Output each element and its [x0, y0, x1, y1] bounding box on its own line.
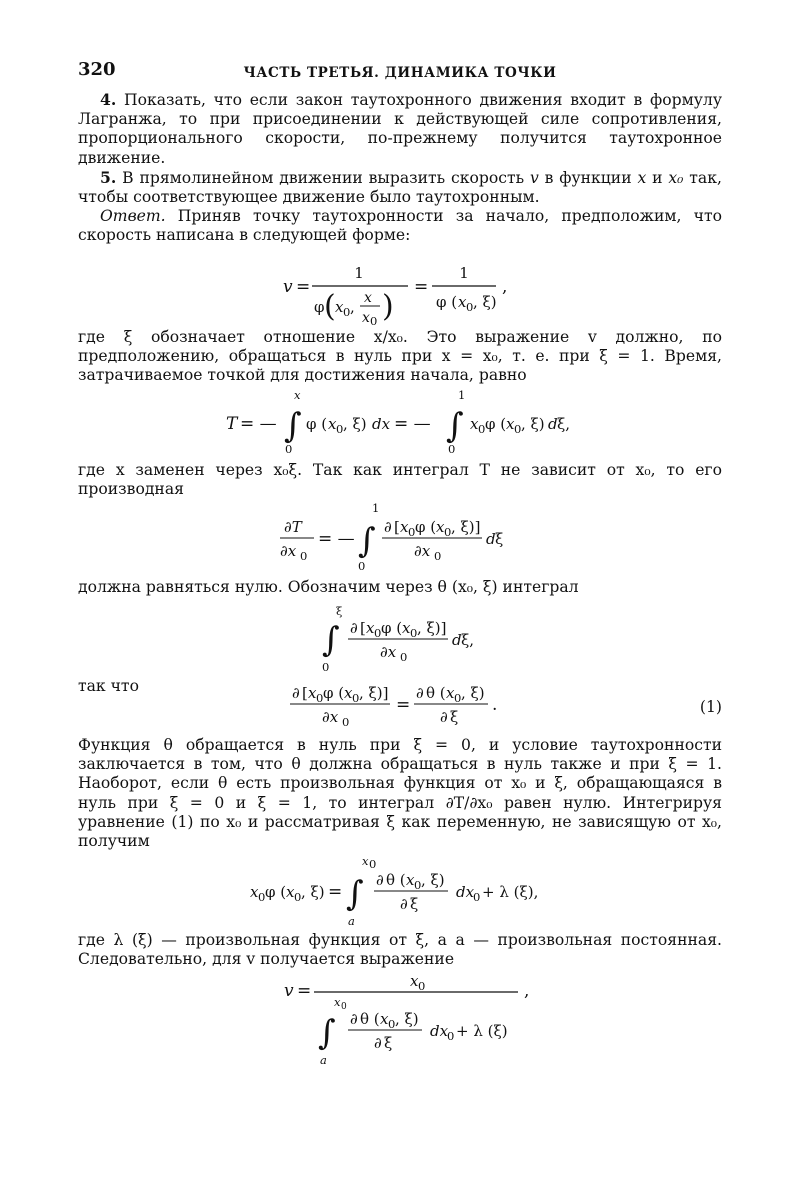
svg-text:∫: ∫ — [358, 520, 376, 561]
answer-paragraph — [78, 207, 722, 245]
problem-5-text-c: и — [652, 168, 663, 187]
svg-text:, ξ): , ξ) — [301, 883, 325, 902]
svg-text:x: x — [334, 994, 341, 1009]
svg-text:, ξ): , ξ) — [421, 871, 445, 890]
svg-text:0: 0 — [336, 422, 344, 437]
formula-7-graphic — [78, 970, 722, 1066]
problem-5-number: 5. — [100, 167, 117, 187]
formula-5 — [78, 678, 722, 732]
svg-text:x: x — [506, 415, 515, 434]
svg-text:+ λ (ξ),: + λ (ξ), — [482, 883, 539, 902]
svg-text:x: x — [250, 883, 259, 902]
svg-text:ξ: ξ — [384, 1033, 393, 1052]
svg-text:θ (: θ ( — [426, 684, 446, 703]
svg-text:0: 0 — [478, 422, 486, 437]
formula-7 — [78, 970, 722, 1066]
svg-text:∂: ∂ — [376, 871, 384, 890]
svg-text:1: 1 — [354, 263, 364, 282]
var-x: x — [637, 168, 647, 187]
svg-text:0: 0 — [410, 625, 418, 640]
svg-text:0: 0 — [342, 715, 350, 730]
formula-1 — [78, 246, 722, 328]
equation-number: (1) — [699, 698, 722, 717]
paragraph-3: где x заменен через x₀ξ. Так как интеграл T не зависит от x₀, то его производная — [78, 461, 722, 499]
svg-text:0: 0 — [454, 691, 462, 706]
problem-5 — [78, 168, 722, 207]
paragraph-5: так что — [78, 676, 139, 695]
svg-text:a: a — [320, 1052, 327, 1067]
formula-5-graphic — [78, 678, 722, 732]
svg-text:dx: dx — [430, 1021, 449, 1040]
svg-text:0: 0 — [370, 313, 378, 328]
svg-text:φ (: φ ( — [265, 883, 287, 902]
svg-text:,: , — [524, 980, 530, 1001]
svg-text:ξ,: ξ, — [557, 415, 571, 434]
answer-label: Ответ. — [100, 207, 166, 226]
svg-text:0: 0 — [300, 548, 308, 563]
svg-text:x: x — [308, 684, 317, 703]
svg-text:0: 0 — [466, 299, 474, 314]
formula-6 — [78, 851, 722, 931]
svg-text:0: 0 — [408, 524, 416, 539]
svg-text:0: 0 — [400, 649, 408, 664]
svg-text:x: x — [364, 289, 372, 306]
svg-text:φ (: φ ( — [306, 415, 328, 434]
svg-text:, ξ): , ξ) — [473, 292, 497, 311]
svg-text:0: 0 — [448, 442, 456, 457]
svg-text:φ (: φ ( — [436, 292, 458, 311]
svg-text:x: x — [362, 309, 370, 326]
svg-text:, ξ): , ξ) — [521, 415, 545, 434]
svg-text:x: x — [380, 1009, 389, 1028]
svg-text:θ (: θ ( — [360, 1009, 380, 1028]
svg-text:+ λ (ξ): + λ (ξ) — [456, 1021, 508, 1040]
svg-text:0: 0 — [418, 978, 426, 993]
svg-text:dx: dx — [456, 883, 475, 902]
svg-text:,: , — [350, 297, 355, 316]
formula-3-graphic — [78, 500, 722, 578]
svg-text:∂x: ∂x — [380, 642, 397, 661]
svg-text:0: 0 — [434, 548, 442, 563]
svg-text:[: [ — [302, 684, 308, 703]
svg-text:0: 0 — [514, 422, 522, 437]
svg-text:x: x — [294, 388, 301, 403]
problem-5-text-a: В прямолинейном движении выразить скорость — [122, 168, 525, 187]
svg-text:∂: ∂ — [350, 1009, 358, 1028]
svg-text:∂: ∂ — [292, 684, 300, 703]
svg-text:0: 0 — [444, 524, 452, 539]
svg-text:, ξ): , ξ) — [395, 1009, 419, 1028]
svg-text:=: = — [297, 980, 312, 1001]
svg-text:= —: = — — [240, 414, 277, 435]
svg-text:0: 0 — [374, 625, 382, 640]
paragraph-4: должна равняться нулю. Обозначим через θ (x₀, ξ) интеграл — [78, 577, 579, 596]
formula-4 — [78, 597, 722, 677]
svg-text:x: x — [458, 292, 467, 311]
svg-text:φ (: φ ( — [485, 415, 507, 434]
svg-text:∂T: ∂T — [284, 517, 302, 536]
svg-text:x: x — [402, 618, 411, 637]
svg-text:0: 0 — [473, 890, 481, 905]
svg-text:x: x — [470, 415, 479, 434]
svg-text:d: d — [548, 415, 558, 434]
svg-text:): ) — [382, 288, 394, 324]
svg-text:x: x — [366, 618, 375, 637]
svg-text:∫: ∫ — [446, 406, 464, 447]
svg-text:φ: φ — [314, 297, 325, 316]
svg-text:∂: ∂ — [374, 1033, 382, 1052]
svg-text:,: , — [502, 276, 508, 297]
formula-1-graphic — [78, 246, 722, 328]
svg-text:x: x — [406, 871, 415, 890]
svg-text:= —: = — — [318, 528, 355, 549]
svg-text:0: 0 — [316, 691, 324, 706]
svg-text:ξ: ξ — [410, 895, 419, 914]
var-x0: x₀ — [668, 168, 684, 187]
svg-text:[: [ — [360, 618, 366, 637]
svg-text:0: 0 — [341, 1001, 347, 1012]
svg-text:∫: ∫ — [318, 1012, 336, 1053]
svg-text:d: d — [452, 630, 462, 649]
svg-text:x: x — [328, 415, 337, 434]
svg-text:, ξ)]: , ξ)] — [417, 618, 447, 637]
svg-text:∂: ∂ — [400, 895, 408, 914]
svg-text:0: 0 — [358, 558, 366, 573]
problem-4 — [78, 90, 722, 168]
svg-text:= —: = — — [394, 414, 431, 435]
formula-3 — [78, 500, 722, 578]
svg-text:T: T — [226, 414, 238, 435]
var-v: v — [529, 168, 539, 187]
paragraph-2: где ξ обозначает отношение x/x₀. Это выражение v должно, по предположению, обращаться в нуль при x = x₀, т. е. при ξ = 1. Время, затрачиваемое точкой для достижения начала, равно — [78, 327, 722, 385]
svg-text:v: v — [284, 980, 294, 1001]
svg-text:dx: dx — [372, 415, 391, 434]
problem-5-text-b: в функции — [544, 168, 632, 187]
svg-text:, ξ): , ξ) — [343, 415, 367, 434]
svg-text:v: v — [283, 276, 293, 297]
formula-2-graphic — [78, 385, 722, 461]
problem-4-number: 4. — [100, 90, 117, 109]
svg-text:φ (: φ ( — [415, 517, 437, 536]
svg-text:a: a — [348, 914, 355, 929]
svg-text:φ (: φ ( — [323, 684, 345, 703]
svg-text:, ξ)]: , ξ)] — [359, 684, 389, 703]
svg-text:[: [ — [394, 517, 400, 536]
svg-text:ξ: ξ — [450, 708, 459, 727]
svg-text:(: ( — [324, 288, 336, 324]
svg-text:∫: ∫ — [322, 619, 340, 660]
page — [78, 60, 722, 1066]
svg-text:.: . — [492, 695, 498, 716]
svg-text:0: 0 — [388, 1016, 396, 1031]
svg-text:∂: ∂ — [384, 517, 392, 536]
svg-text:x: x — [446, 684, 455, 703]
svg-text:0: 0 — [447, 1028, 455, 1043]
page-header — [78, 60, 722, 90]
svg-text:, ξ)]: , ξ)] — [451, 517, 481, 536]
svg-text:=: = — [328, 882, 343, 903]
svg-text:=: = — [296, 276, 311, 297]
svg-text:x: x — [344, 684, 353, 703]
svg-text:x: x — [362, 854, 369, 869]
paragraph-6: Функция θ обращается в нуль при ξ = 0, и условие таутохронности заключается в том, что θ должна обращаться в нуль также и при ξ = 1. Наоборот, если θ есть произвольная функция от x₀ и ξ, обращающаяся в нуль при ξ = 0 и ξ = 1, то интеграл ∂T/∂x₀ равен нулю. Интегрируя уравнение (1) по x₀ и рассматривая ξ как переменную, не зависящую от x₀, получим — [78, 736, 722, 851]
formula-6-graphic — [78, 851, 722, 931]
svg-text:ξ: ξ — [336, 603, 343, 618]
svg-text:x: x — [286, 883, 295, 902]
paragraph-7: где λ (ξ) — произвольная функция от ξ, а a — произвольная постоянная. Следовательно, для v получается выражение — [78, 931, 722, 969]
problem-5-text-d: так, чтобы соответствующее движение было таутохронным. — [78, 168, 722, 207]
svg-text:, ξ): , ξ) — [461, 684, 485, 703]
running-title: ЧАСТЬ ТРЕТЬЯ. ДИНАМИКА ТОЧКИ — [243, 65, 557, 81]
formula-4-graphic — [78, 597, 722, 677]
svg-text:x: x — [410, 971, 419, 990]
svg-text:θ (: θ ( — [386, 871, 406, 890]
svg-text:∂: ∂ — [350, 618, 358, 637]
page-number: 320 — [78, 59, 116, 80]
svg-text:1: 1 — [372, 500, 380, 515]
svg-text:=: = — [396, 695, 411, 716]
svg-text:ξ: ξ — [495, 529, 504, 548]
svg-text:d: d — [486, 529, 496, 548]
svg-text:0: 0 — [285, 442, 293, 457]
svg-text:∫: ∫ — [284, 406, 302, 447]
svg-text:0: 0 — [343, 304, 351, 319]
svg-text:x: x — [400, 517, 409, 536]
svg-text:0: 0 — [294, 890, 302, 905]
svg-text:φ (: φ ( — [381, 618, 403, 637]
svg-text:0: 0 — [369, 857, 377, 872]
problem-4-text: Показать, что если закон таутохронного движения входит в формулу Лагранжа, то при присоединении к действующей силе сопротивления, пропорционального скорости, по-прежнему получится таутохронное движение. — [78, 91, 722, 167]
svg-text:∫: ∫ — [346, 874, 364, 915]
svg-text:0: 0 — [352, 691, 360, 706]
svg-text:∂x: ∂x — [280, 541, 297, 560]
svg-text:0: 0 — [322, 659, 330, 674]
svg-text:x: x — [436, 517, 445, 536]
svg-text:∂x: ∂x — [322, 708, 339, 727]
svg-text:=: = — [414, 276, 429, 297]
answer-text: Приняв точку таутохронности за начало, предположим, что скорость написана в следующей форме: — [78, 207, 722, 245]
svg-text:1: 1 — [459, 263, 469, 282]
svg-text:1: 1 — [458, 388, 466, 403]
svg-text:∂: ∂ — [416, 684, 424, 703]
svg-text:x: x — [335, 297, 344, 316]
svg-text:0: 0 — [414, 878, 422, 893]
svg-text:∂x: ∂x — [414, 541, 431, 560]
svg-text:0: 0 — [258, 890, 266, 905]
svg-text:ξ,: ξ, — [461, 630, 475, 649]
formula-2 — [78, 385, 722, 461]
svg-text:∂: ∂ — [440, 708, 448, 727]
